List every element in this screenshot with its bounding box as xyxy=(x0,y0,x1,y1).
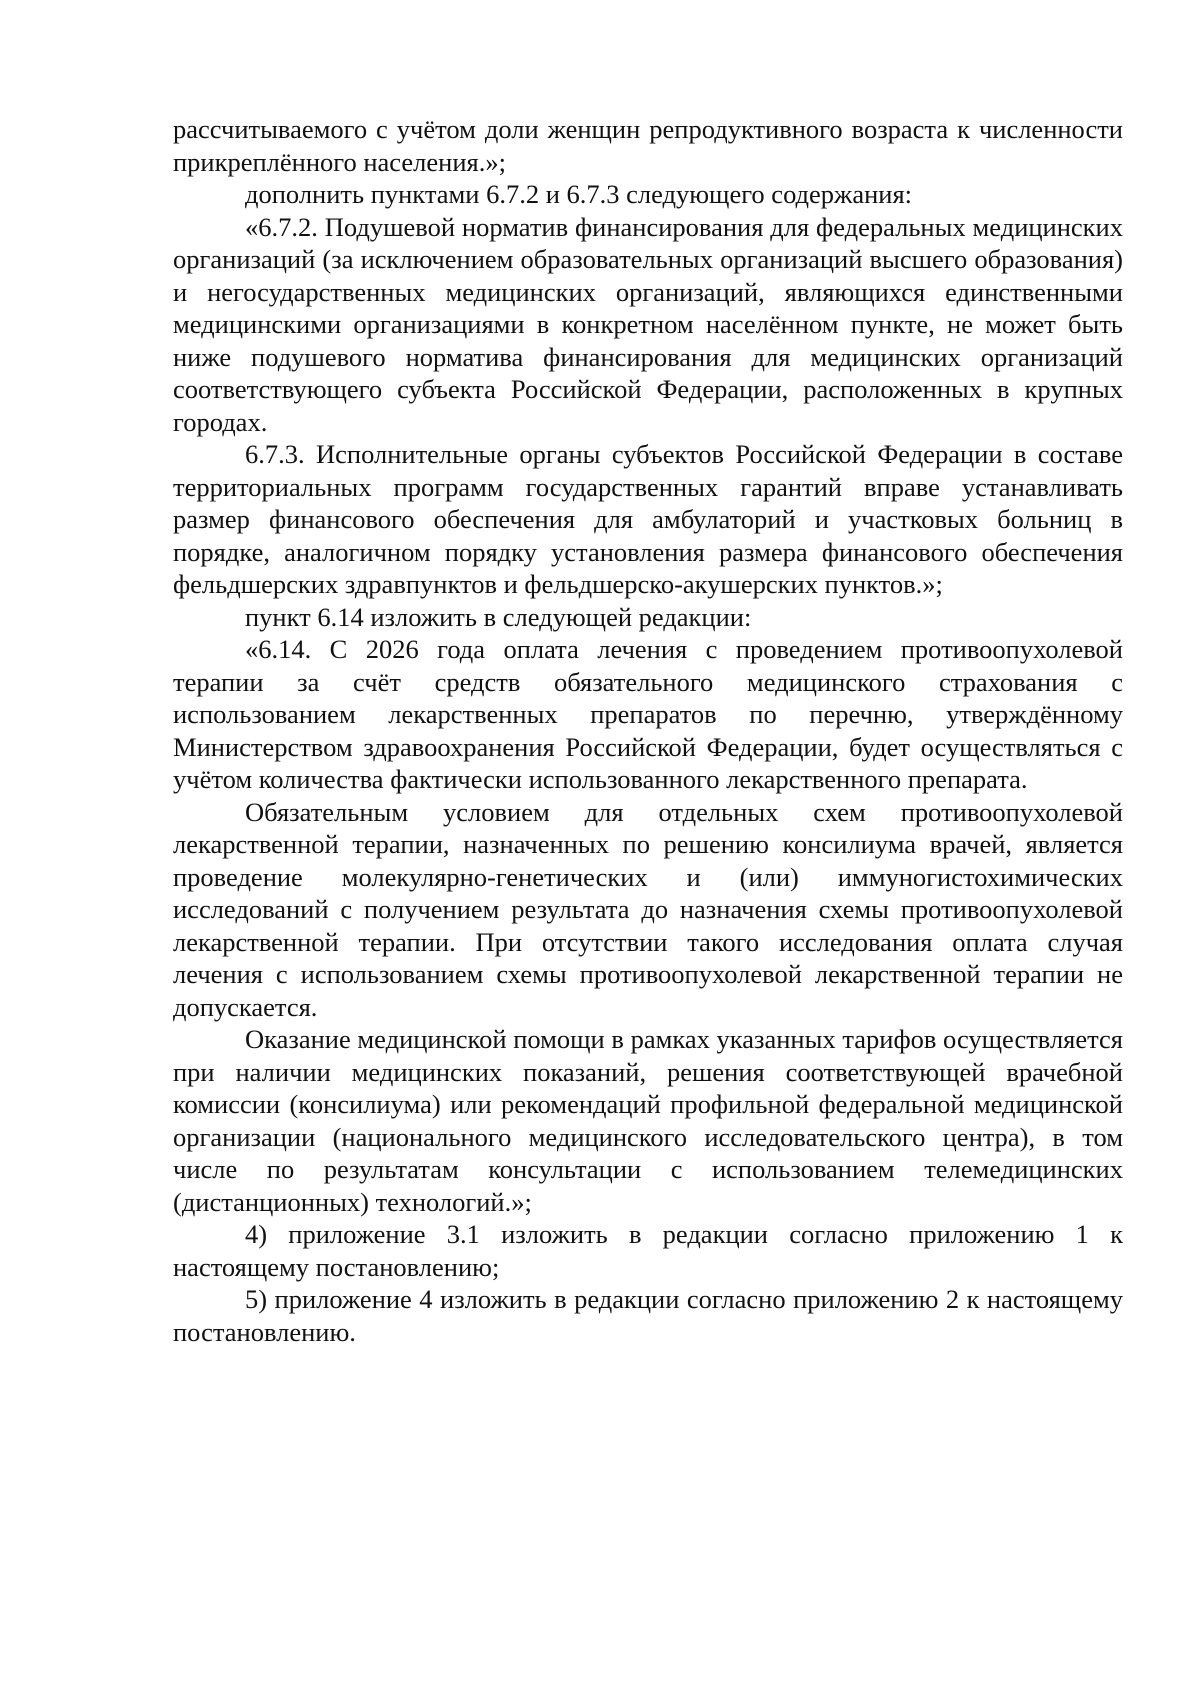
paragraph-care-provision: Оказание медицинской помощи в рамках указанных тарифов осуществляется при наличии медицинских показаний, решения соответствующей врачебной комиссии (консилиума) или рекомендаций профильной федеральной медицинской организации (национального медицинского исследовательского центра), в том числе по результатам консультации с использованием телемедицинских (дистанционных) технологий.»; xyxy=(173,1024,1123,1217)
paragraph-item-6-14: «6.14. С 2026 года оплата лечения с проведением противоопухолевой терапии за счёт средств обязательного медицинского страхования с использованием лекарственных препаратов по перечню, утверждённому Министерством здравоохранения Российской Федерации, будет осуществляться с учётом количества фактически использованного лекарственного препарата. xyxy=(173,634,1123,794)
document-body xyxy=(173,113,1123,1348)
paragraph-item-6-7-2: «6.7.2. Подушевой норматив финансирования для федеральных медицинских организаций (за исключением образовательных организаций высшего образования) и негосударственных медицинских организаций, являющихся единственными медицинскими организациями в конкретном населённом пункте, не может быть ниже подушевого норматива финансирования для медицинских организаций соответствующего субъекта Российской Федерации, расположенных в крупных городах. xyxy=(173,211,1123,437)
paragraph-item-6-7-3: 6.7.3. Исполнительные органы субъектов Российской Федерации в составе территориальных программ государственных гарантий вправе устанавливать размер финансового обеспечения для амбулаторий и участковых больниц в порядке, аналогичном порядку установления размера финансового обеспечения фельдшерских здравпунктов и фельдшерско-акушерских пунктов.»; xyxy=(173,439,1123,599)
paragraph-amendment-intro-6-14: пункт 6.14 изложить в следующей редакции: xyxy=(245,601,752,632)
paragraph-amendment-intro-6-7: дополнить пунктами 6.7.2 и 6.7.3 следующего содержания: xyxy=(245,179,913,209)
paragraph-item-5: 5) приложение 4 изложить в редакции согласно приложению 2 к настоящему постановлению. xyxy=(173,1284,1123,1347)
paragraph-item-4: 4) приложение 3.1 изложить в редакции согласно приложению 1 к настоящему постановлению; xyxy=(173,1219,1123,1282)
paragraph-mandatory-condition: Обязательным условием для отдельных схем противоопухолевой лекарственной терапии, назначенных по решению консилиума врачей, является проведение молекулярно-генетических и (или) иммуногистохимических исследований с получением результата до назначения схемы противоопухолевой лекарственной терапии. При отсутствии такого исследования оплата случая лечения с использованием схемы противоопухолевой лекарственной терапии не допускается. xyxy=(173,796,1123,1022)
paragraph-continuation: рассчитываемого с учётом доли женщин репродуктивного возраста к численности прикреплённого населения.»; xyxy=(173,114,1123,177)
